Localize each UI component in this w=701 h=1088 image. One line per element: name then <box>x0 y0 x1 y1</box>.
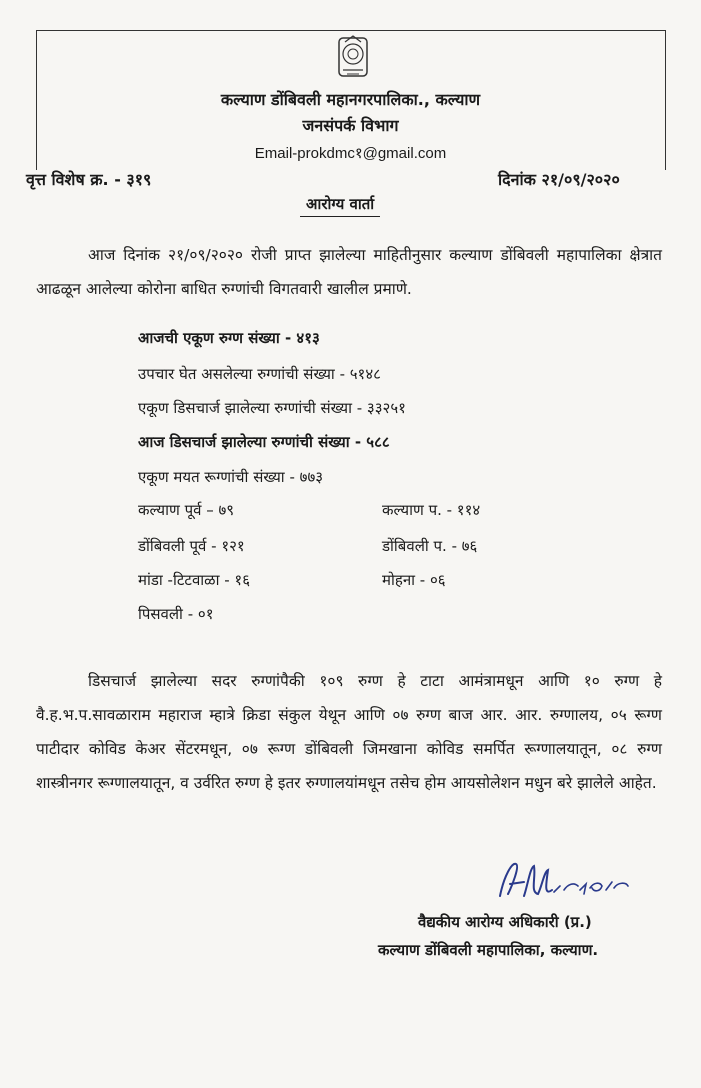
municipal-seal-icon <box>333 34 373 82</box>
stat-total-discharged: एकूण डिसचार्ज झालेल्या रुग्णांची संख्या - ३३२५१ <box>138 399 406 417</box>
ward-mohana: मोहना - ०६ <box>382 571 446 589</box>
department-name: जनसंपर्क विभाग <box>302 116 399 135</box>
email-address: Email-prokdmc१@gmail.com <box>254 145 447 162</box>
stat-deaths: एकूण मयत रूग्णांची संख्या - ७७३ <box>138 468 324 486</box>
subject-title: आरोग्य वार्ता <box>300 194 380 217</box>
handwritten-signature-icon <box>494 856 634 906</box>
ward-dombivli-west: डोंबिवली प. - ७६ <box>382 537 478 555</box>
ward-pisavali: पिसवली - ०१ <box>138 605 214 623</box>
ward-kalyan-west: कल्याण प. - ११४ <box>382 501 481 519</box>
signatory-designation: वैद्यकीय आरोग्य अधिकारी (प्र.) <box>418 913 592 931</box>
border-top <box>36 30 666 31</box>
ward-manda-titwala: मांडा -टिटवाळा - १६ <box>138 571 251 589</box>
document-date: दिनांक २१/०९/२०२० <box>498 170 620 189</box>
ward-dombivli-east: डोंबिवली पूर्व - १२१ <box>138 537 245 555</box>
stat-today-total: आजची एकूण रुग्ण संख्या - ४१३ <box>138 329 320 347</box>
stat-today-discharged: आज डिसचार्ज झालेल्या रुग्णांची संख्या - ५८८ <box>138 433 390 451</box>
ward-kalyan-east: कल्याण पूर्व – ७९ <box>138 501 235 519</box>
reference-number: वृत्त विशेष क्र. - ३१९ <box>26 170 152 189</box>
stat-active: उपचार घेत असलेल्या रुग्णांची संख्या - ५१४८ <box>138 365 381 383</box>
discharge-details-paragraph: डिसचार्ज झालेल्या सदर रुग्णांपैकी १०९ रुग्ण हे टाटा आमंत्रामधून आणि १० रुग्ण हे वै.ह.भ.प.सावळाराम महाराज म्हात्रे क्रिडा संकुल येथून आणि ०७ रुग्ण बाज आर. आर. रुग्णालय, ०५ रूग्ण पाटीदार कोविड केअर सेंटरमधून, ०७ रूग्ण डोंबिवली जिमखाना कोविड समर्पित रूग्णालयातून, ०८ रुग्ण शास्त्रीनगर रूग्णालयातून, व उर्वरित रुग्ण हे इतर रुग्णालयांमधून तसेच होम आयसोलेशन मधुन बरे झालेले आहेत. <box>36 672 662 792</box>
signatory-office: कल्याण डोंबिवली महापालिका, कल्याण. <box>378 941 599 959</box>
organization-name: कल्याण डोंबिवली महानगरपालिका., कल्याण <box>220 90 481 109</box>
intro-paragraph: आज दिनांक २१/०९/२०२० रोजी प्राप्त झालेल्या माहितीनुसार कल्याण डोंबिवली महापालिका क्षेत्रात आढळून आलेल्या कोरोना बाधित रुग्णांची विगतवारी खालील प्रमाणे. <box>36 246 662 298</box>
